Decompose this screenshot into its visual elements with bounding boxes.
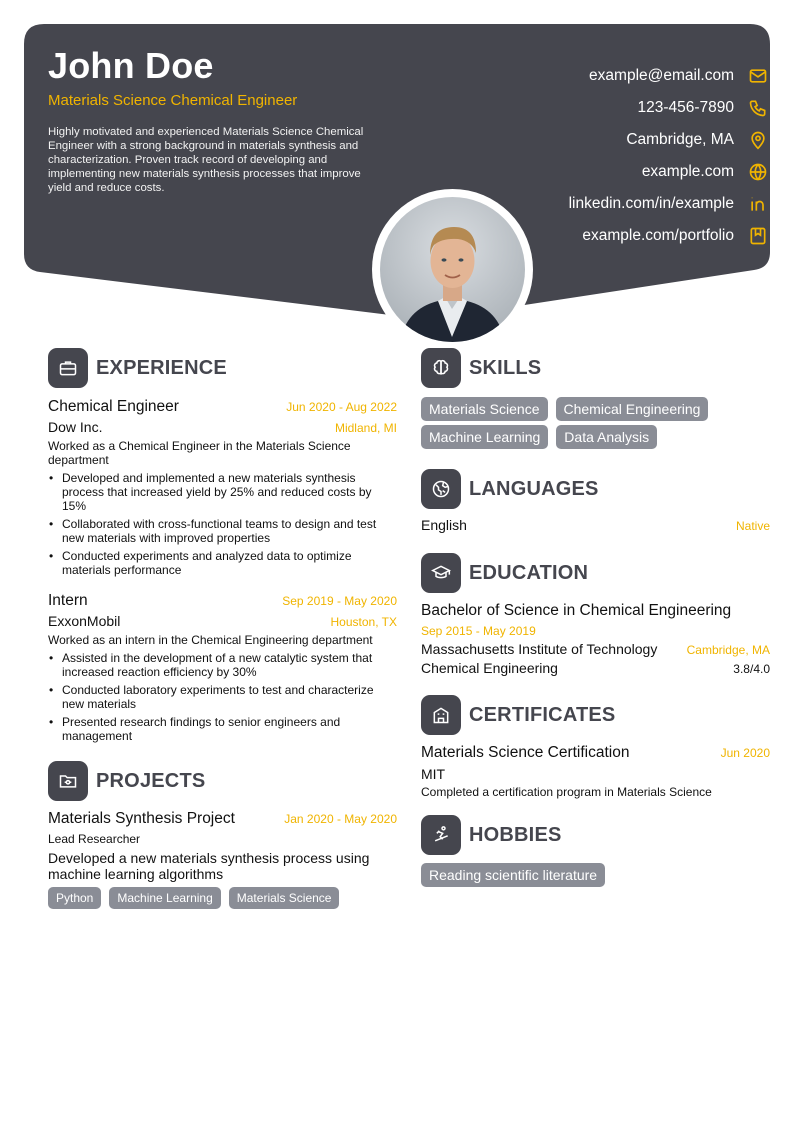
- skill-tag: Machine Learning: [421, 425, 548, 449]
- portfolio-text[interactable]: example.com/portfolio: [582, 227, 734, 244]
- profile-summary: Highly motivated and experienced Materials Science Chemical Engineer with a strong background in materials synthesis and characterization. Proven track record of developing and implementing new materials synthesis processes that improve yield and reduce costs.: [48, 126, 364, 194]
- briefcase-icon: [48, 348, 88, 388]
- certificate-name: Materials Science Certification: [421, 744, 630, 761]
- company-name: Dow Inc.: [48, 419, 103, 435]
- skills-title: SKILLS: [469, 356, 542, 379]
- certificates-title: CERTIFICATES: [469, 703, 616, 726]
- mail-icon: [746, 64, 770, 88]
- project-name: Materials Synthesis Project: [48, 810, 235, 827]
- hobbies-title: HOBBIES: [469, 823, 562, 846]
- skill-tags: [421, 397, 770, 449]
- school-name: Massachusetts Institute of Technology: [421, 641, 658, 657]
- avatar: [380, 197, 525, 342]
- project-tags: [48, 887, 397, 909]
- phone-icon: [746, 96, 770, 120]
- job-dates: Sep 2019 - May 2020: [282, 594, 397, 608]
- job-bullet: • Collaborated with cross-functional teams to design and test new materials with improved properties: [48, 517, 397, 545]
- job-bullet: • Conducted experiments and analyzed data to optimize materials performance: [48, 549, 397, 577]
- contact-location: [410, 124, 770, 156]
- job-dates: Jun 2020 - Aug 2022: [286, 400, 397, 414]
- job-summary: Worked as a Chemical Engineer in the Materials Science department: [48, 439, 351, 467]
- education-title: EDUCATION: [469, 561, 589, 584]
- projects-header: [48, 761, 397, 801]
- contact-email[interactable]: [410, 60, 770, 92]
- contact-website[interactable]: [410, 156, 770, 188]
- skier-icon: [421, 815, 461, 855]
- gpa: 3.8/4.0: [733, 662, 770, 676]
- left-column: [48, 348, 397, 909]
- skill-tag: Chemical Engineering: [556, 397, 709, 421]
- job-bullet: • Developed and implemented a new materials synthesis process that increased yield by 25% and reduced costs by 15%: [48, 471, 397, 513]
- skills-header: [421, 348, 770, 388]
- hobbies-header: [421, 815, 770, 855]
- globe-icon: [421, 469, 461, 509]
- job-bullet: • Assisted in the development of a new catalytic system that increased reaction efficiency by 30%: [48, 651, 397, 679]
- certificate-issuer: MIT: [421, 766, 446, 782]
- certificates-header: [421, 695, 770, 735]
- education-header: [421, 553, 770, 593]
- candidate-name: John Doe: [48, 45, 214, 86]
- experience-header: [48, 348, 397, 388]
- language-level: Native: [735, 519, 770, 533]
- experience-entry: [48, 398, 397, 577]
- project-tag: Materials Science: [229, 887, 340, 909]
- skill-tag: Data Analysis: [556, 425, 657, 449]
- certificate-date: Jun 2020: [720, 746, 770, 760]
- project-tag: Machine Learning: [109, 887, 220, 909]
- contact-phone[interactable]: [410, 92, 770, 124]
- linkedin-text[interactable]: linkedin.com/in/example: [568, 195, 734, 212]
- projects-title: PROJECTS: [96, 769, 206, 792]
- folder-icon: [48, 761, 88, 801]
- certificate-entry: [421, 744, 770, 799]
- language-row: [421, 517, 770, 533]
- language-name: English: [421, 517, 467, 533]
- globe-icon: [746, 160, 770, 184]
- graduation-cap-icon: [421, 553, 461, 593]
- project-description: Developed a new materials synthesis process using machine learning algorithms: [48, 850, 370, 882]
- building-icon: [421, 695, 461, 735]
- experience-entry: [48, 592, 397, 743]
- brain-icon: [421, 348, 461, 388]
- project-dates: Jan 2020 - May 2020: [284, 812, 397, 826]
- experience-title: EXPERIENCE: [96, 356, 227, 379]
- location-text: Cambridge, MA: [626, 131, 734, 148]
- job-role: Intern: [48, 592, 88, 609]
- job-bullet: • Presented research findings to senior engineers and management: [48, 715, 397, 743]
- project-role: Lead Researcher: [48, 832, 141, 846]
- right-column: [421, 348, 770, 887]
- candidate-title: Materials Science Chemical Engineer: [48, 92, 298, 109]
- languages-header: [421, 469, 770, 509]
- linkedin-icon: [746, 192, 770, 216]
- field-of-study: Chemical Engineering: [421, 660, 558, 676]
- project-entry: [48, 810, 397, 909]
- location-pin-icon: [746, 128, 770, 152]
- header-info: [48, 45, 368, 195]
- job-role: Chemical Engineer: [48, 398, 179, 415]
- job-location: Houston, TX: [330, 615, 397, 629]
- skill-tag: Materials Science: [421, 397, 548, 421]
- degree-name: Bachelor of Science in Chemical Engineering: [421, 602, 732, 619]
- email-text[interactable]: example@email.com: [589, 67, 734, 84]
- portfolio-icon: [746, 224, 770, 248]
- phone-text[interactable]: 123-456-7890: [637, 99, 734, 116]
- website-text[interactable]: example.com: [641, 163, 734, 180]
- job-location: Midland, MI: [334, 421, 397, 435]
- project-tag: Python: [48, 887, 101, 909]
- education-dates: Sep 2015 - May 2019: [421, 624, 536, 638]
- job-summary: Worked as an intern in the Chemical Engineering department: [48, 633, 373, 647]
- job-bullet: • Conducted laboratory experiments to test and characterize new materials: [48, 683, 397, 711]
- hobby-tag: Reading scientific literature: [421, 863, 605, 887]
- languages-title: LANGUAGES: [469, 477, 599, 500]
- certificate-description: Completed a certification program in Materials Science: [421, 785, 712, 799]
- education-entry: [421, 602, 770, 676]
- school-location: Cambridge, MA: [686, 643, 770, 657]
- hobby-tags: [421, 863, 770, 887]
- company-name: ExxonMobil: [48, 613, 121, 629]
